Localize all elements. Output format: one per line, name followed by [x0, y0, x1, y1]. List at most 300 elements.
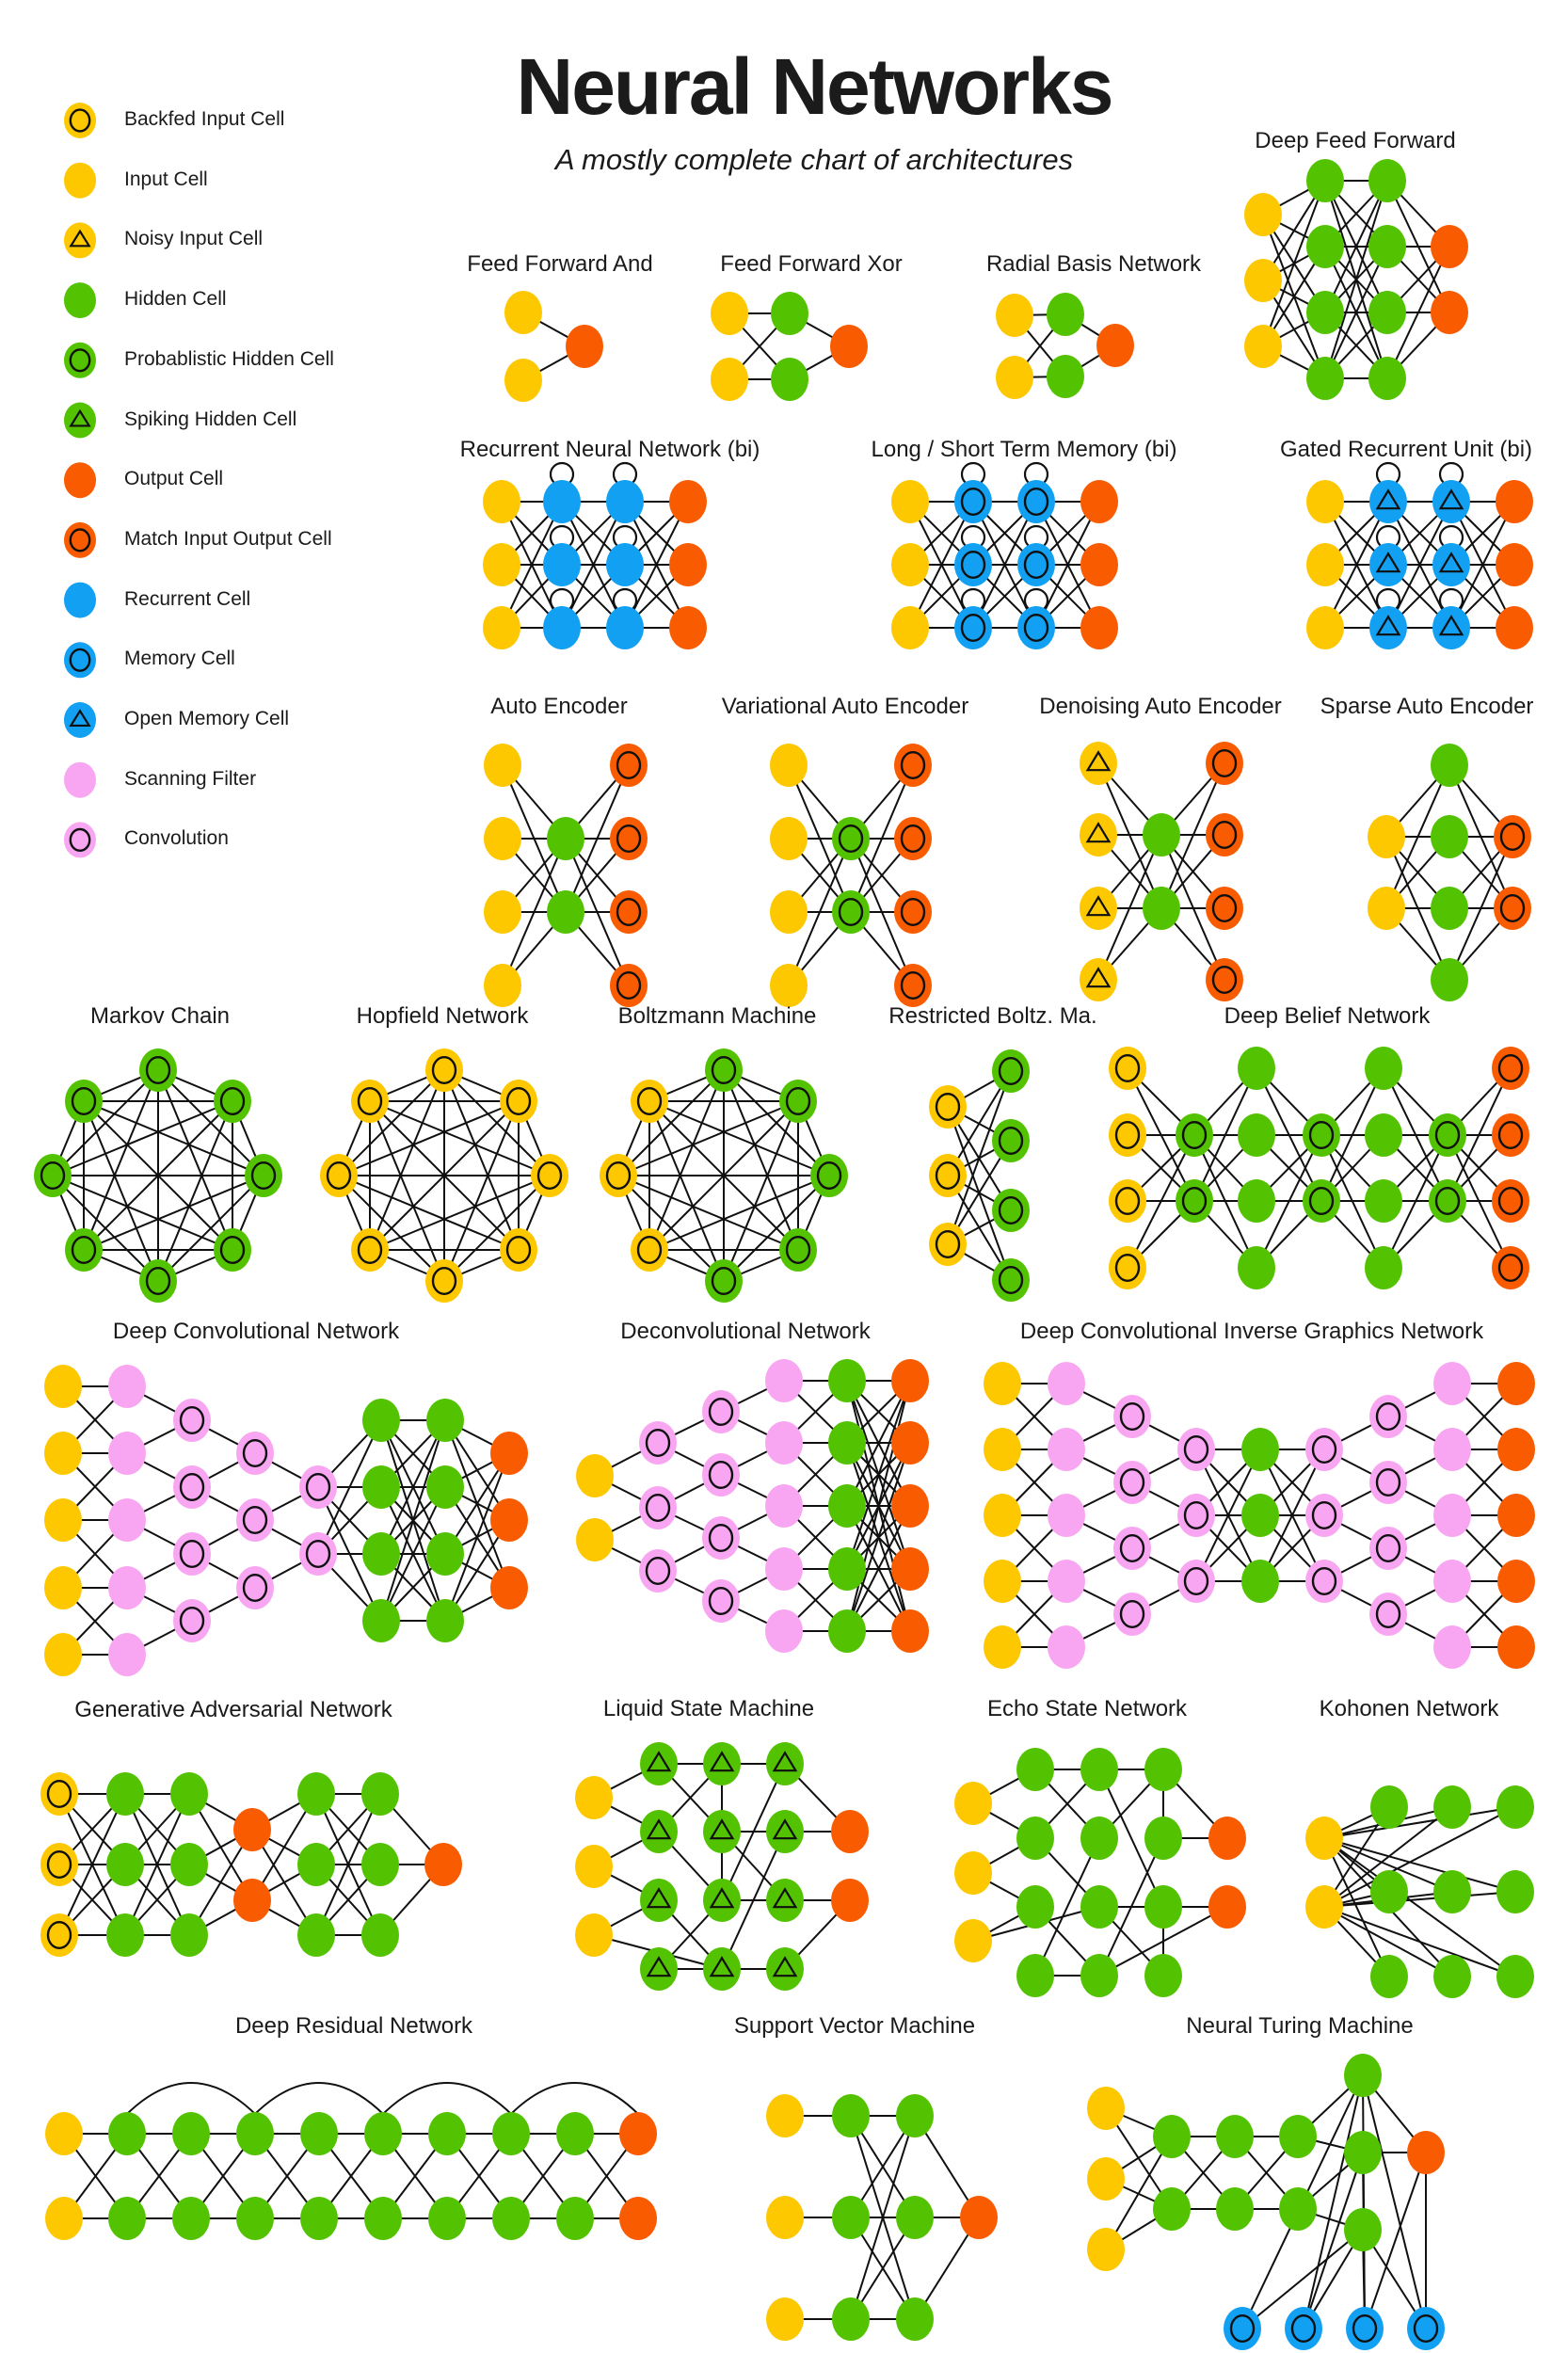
legend-icon-noisy_input — [64, 222, 96, 258]
diagram-gated-recurrent-unit — [1306, 463, 1533, 649]
auto-encoder-node-0 — [484, 744, 521, 787]
deep-belief-network-node-19 — [1492, 1113, 1529, 1157]
diagram-deep-belief-network — [1109, 1047, 1529, 1289]
variational-auto-encoder-node-3 — [770, 964, 808, 1007]
neural-turing-machine-node-15 — [1346, 2307, 1384, 2350]
kohonen-network-node-1 — [1305, 1885, 1343, 1929]
deep-residual-network-node-6 — [428, 2112, 466, 2155]
denoising-auto-encoder-node-2 — [1080, 887, 1117, 930]
deep-convolutional-network-node-16 — [236, 1566, 274, 1609]
deep-residual-network-node-2 — [172, 2112, 210, 2155]
liquid-state-machine-node-5 — [766, 1742, 804, 1785]
sparse-auto-encoder-node-3 — [1431, 815, 1468, 858]
generative-adversarial-network-node-14 — [361, 1772, 399, 1816]
diagram-title-neural-turing-machine: Neural Turing Machine — [1186, 2013, 1414, 2039]
denoising-auto-encoder-node-9 — [1206, 958, 1243, 1001]
auto-encoder-node-7 — [610, 817, 648, 860]
deep-convolutional-inverse-graphics-network-node-7 — [1048, 1494, 1085, 1537]
variational-auto-encoder-node-8 — [894, 890, 932, 934]
liquid-state-machine-node-16 — [831, 1879, 869, 1922]
deep-belief-network-node-18 — [1492, 1047, 1529, 1090]
support-vector-machine-node-2 — [766, 2297, 804, 2341]
diagram-title-markov-chain: Markov Chain — [89, 1003, 231, 1029]
diagram-title-sparse-auto-encoder: Sparse Auto Encoder — [1320, 694, 1534, 719]
echo-state-network-node-11 — [1144, 1885, 1182, 1929]
deep-belief-network-node-3 — [1109, 1246, 1146, 1289]
neural-turing-machine-node-5 — [1279, 2115, 1317, 2158]
boltzmann-machine-node-7 — [631, 1080, 668, 1123]
deep-convolutional-inverse-graphics-network-node-30 — [1433, 1560, 1471, 1603]
liquid-state-machine-node-3 — [640, 1742, 678, 1785]
diagram-feed-forward-and — [504, 291, 603, 402]
diagram-title-generative-adversarial-network: Generative Adversarial Network — [74, 1697, 392, 1722]
deep-residual-network-node-7 — [492, 2112, 530, 2155]
deep-convolutional-network-node-11 — [173, 1465, 211, 1509]
boltzmann-machine-node-1 — [779, 1080, 817, 1123]
feed-forward-xor-node-2 — [771, 292, 808, 335]
gated-recurrent-unit-node-7 — [1432, 543, 1470, 586]
liquid-state-machine-node-9 — [640, 1879, 678, 1922]
deconvolutional-network-node-10 — [765, 1421, 803, 1465]
variational-auto-encoder-node-2 — [770, 890, 808, 934]
neural-turing-machine-node-1 — [1087, 2157, 1125, 2201]
auto-encoder-node-1 — [484, 817, 521, 860]
generative-adversarial-network-node-1 — [40, 1843, 78, 1886]
deep-convolutional-network-node-12 — [173, 1532, 211, 1576]
diagram-title-boltzmann-machine: Boltzmann Machine — [617, 1003, 817, 1029]
deep-convolutional-inverse-graphics-network-node-17 — [1241, 1428, 1279, 1471]
deconvolutional-network-node-12 — [765, 1547, 803, 1591]
deep-convolutional-inverse-graphics-network-node-34 — [1497, 1494, 1535, 1537]
variational-auto-encoder-node-1 — [770, 817, 808, 860]
generative-adversarial-network-node-11 — [297, 1772, 335, 1816]
radial-basis-network-node-4 — [1096, 324, 1134, 367]
deep-convolutional-inverse-graphics-network-node-9 — [1048, 1625, 1085, 1669]
variational-auto-encoder-node-0 — [770, 744, 808, 787]
feed-forward-xor-node-0 — [711, 292, 748, 335]
kohonen-network-node-10 — [1496, 1955, 1534, 1998]
markov-chain-node-0 — [139, 1048, 177, 1092]
deep-residual-network-node-13 — [236, 2197, 274, 2240]
liquid-state-machine-node-8 — [766, 1810, 804, 1853]
deconvolutional-network-node-5 — [702, 1390, 740, 1433]
kohonen-network-node-8 — [1370, 1955, 1408, 1998]
legend-icon-input — [64, 163, 96, 199]
diagram-deconvolutional-network — [576, 1359, 929, 1653]
markov-chain-node-1 — [214, 1080, 251, 1123]
deep-convolutional-network-node-10 — [173, 1399, 211, 1442]
diagram-deep-convolutional-inverse-graphics-network — [984, 1362, 1535, 1669]
deep-feed-forward-node-10 — [1368, 357, 1406, 400]
diagram-feed-forward-xor — [711, 292, 868, 401]
deep-feed-forward-node-1 — [1244, 259, 1282, 302]
deep-convolutional-network-node-25 — [426, 1532, 464, 1576]
diagram-title-deep-feed-forward: Deep Feed Forward — [1255, 128, 1456, 153]
hopfield-network-node-5 — [351, 1228, 389, 1272]
deep-belief-network-node-9 — [1238, 1246, 1275, 1289]
deconvolutional-network-node-16 — [828, 1484, 866, 1528]
diagram-title-deep-convolutional-inverse-graphics-network: Deep Convolutional Inverse Graphics Network — [1019, 1319, 1484, 1344]
variational-auto-encoder-node-4 — [832, 817, 870, 860]
auto-encoder-node-9 — [610, 964, 648, 1007]
neural-turing-machine-node-8 — [1279, 2187, 1317, 2231]
deep-belief-network-node-0 — [1109, 1047, 1146, 1090]
deep-convolutional-inverse-graphics-network-node-5 — [1048, 1362, 1085, 1405]
legend-icon-spiking_hidden — [64, 403, 96, 439]
recurrent-neural-network-node-11 — [669, 606, 707, 649]
feed-forward-xor-node-3 — [771, 358, 808, 401]
legend-icon-output — [64, 462, 96, 498]
denoising-auto-encoder-node-8 — [1206, 887, 1243, 930]
deep-convolutional-network-node-7 — [108, 1498, 146, 1542]
support-vector-machine-node-1 — [766, 2196, 804, 2239]
deep-feed-forward-node-5 — [1306, 291, 1344, 334]
markov-chain-node-6 — [34, 1154, 72, 1197]
legend-icon-match_output — [64, 522, 96, 558]
deep-convolutional-network-node-0 — [44, 1365, 82, 1408]
sparse-auto-encoder-node-1 — [1368, 887, 1405, 930]
legend-label-match_output: Match Input Output Cell — [124, 527, 332, 550]
deep-convolutional-inverse-graphics-network-node-36 — [1497, 1625, 1535, 1669]
diagram-restricted-boltzmann-machine — [929, 1049, 1030, 1302]
variational-auto-encoder-node-5 — [832, 890, 870, 934]
diagram-sparse-auto-encoder — [1368, 744, 1531, 1001]
deep-convolutional-network-node-2 — [44, 1498, 82, 1542]
deep-convolutional-inverse-graphics-network-node-26 — [1369, 1593, 1407, 1636]
markov-chain-node-5 — [65, 1228, 103, 1272]
page-title: Neural Networks — [516, 42, 1112, 131]
hopfield-network-node-2 — [531, 1154, 568, 1197]
deep-convolutional-network-node-6 — [108, 1432, 146, 1475]
deep-residual-network-node-15 — [364, 2197, 402, 2240]
boltzmann-machine-node-5 — [631, 1228, 668, 1272]
generative-adversarial-network-node-9 — [233, 1808, 271, 1851]
neural-turing-machine-node-10 — [1344, 2131, 1382, 2174]
legend-label-filter: Scanning Filter — [124, 767, 257, 790]
deep-convolutional-inverse-graphics-network-node-31 — [1433, 1625, 1471, 1669]
generative-adversarial-network-node-6 — [170, 1772, 208, 1816]
restricted-boltzmann-machine-node-0 — [929, 1085, 967, 1128]
deep-residual-network-node-3 — [236, 2112, 274, 2155]
deep-convolutional-network-node-22 — [362, 1599, 400, 1642]
hopfield-network-node-1 — [500, 1080, 537, 1123]
neural-turing-machine-node-7 — [1216, 2187, 1254, 2231]
sparse-auto-encoder-node-4 — [1431, 887, 1468, 930]
recurrent-neural-network-node-0 — [483, 480, 520, 523]
deep-residual-network-node-1 — [108, 2112, 146, 2155]
echo-state-network-node-6 — [1016, 1817, 1054, 1860]
hopfield-network-node-7 — [351, 1080, 389, 1123]
legend-icon-open_memory — [64, 702, 96, 738]
liquid-state-machine-node-15 — [831, 1810, 869, 1853]
deep-convolutional-network-node-24 — [426, 1465, 464, 1509]
diagram-deep-convolutional-network — [44, 1365, 528, 1676]
deep-convolutional-network-node-19 — [362, 1399, 400, 1442]
long-short-term-memory-node-5 — [954, 606, 992, 649]
denoising-auto-encoder-node-1 — [1080, 813, 1117, 856]
echo-state-network-node-16 — [1208, 1885, 1246, 1929]
kohonen-network-node-2 — [1370, 1785, 1408, 1829]
deep-belief-network-node-14 — [1365, 1179, 1402, 1223]
diagram-title-recurrent-neural-network: Recurrent Neural Network (bi) — [459, 437, 760, 462]
deep-convolutional-network-node-8 — [108, 1566, 146, 1609]
hopfield-network-node-3 — [500, 1228, 537, 1272]
recurrent-neural-network-node-6 — [606, 480, 644, 523]
deep-convolutional-inverse-graphics-network-node-8 — [1048, 1560, 1085, 1603]
deep-convolutional-inverse-graphics-network-node-20 — [1305, 1428, 1343, 1471]
feed-forward-xor-node-1 — [711, 358, 748, 401]
diagram-markov-chain — [34, 1048, 282, 1303]
diagram-neural-turing-machine — [1087, 2054, 1445, 2350]
deep-belief-network-node-11 — [1303, 1179, 1340, 1223]
generative-adversarial-network-node-3 — [106, 1772, 144, 1816]
feed-forward-and-node-2 — [566, 325, 603, 368]
legend-label-convolution: Convolution — [124, 827, 229, 850]
restricted-boltzmann-machine-node-5 — [992, 1189, 1030, 1232]
echo-state-network-node-12 — [1016, 1954, 1054, 1997]
echo-state-network-node-5 — [1144, 1748, 1182, 1791]
long-short-term-memory-node-9 — [1080, 480, 1118, 523]
deep-convolutional-inverse-graphics-network-node-16 — [1177, 1560, 1215, 1603]
deep-feed-forward-node-4 — [1306, 225, 1344, 268]
gated-recurrent-unit-node-5 — [1369, 606, 1407, 649]
deep-belief-network-node-6 — [1238, 1047, 1275, 1090]
deep-convolutional-network-node-3 — [44, 1566, 82, 1609]
neural-turing-machine-node-6 — [1153, 2187, 1191, 2231]
deep-convolutional-network-node-23 — [426, 1399, 464, 1442]
hopfield-network-node-6 — [320, 1154, 358, 1197]
deep-belief-network-node-21 — [1492, 1246, 1529, 1289]
deep-residual-network-node-14 — [300, 2197, 338, 2240]
echo-state-network-node-3 — [1016, 1748, 1054, 1791]
diagram-deep-feed-forward — [1244, 159, 1468, 400]
neural-turing-machine-node-11 — [1344, 2208, 1382, 2251]
deconvolutional-network-node-22 — [891, 1547, 929, 1591]
diagram-title-deconvolutional-network: Deconvolutional Network — [620, 1319, 871, 1344]
deconvolutional-network-node-15 — [828, 1421, 866, 1465]
legend-icon-hidden — [64, 282, 96, 318]
support-vector-machine-node-4 — [832, 2196, 870, 2239]
deep-feed-forward-node-2 — [1244, 325, 1282, 368]
denoising-auto-encoder-node-6 — [1206, 742, 1243, 785]
diagram-title-support-vector-machine: Support Vector Machine — [733, 2013, 976, 2039]
recurrent-neural-network-node-4 — [543, 543, 581, 586]
deep-convolutional-inverse-graphics-network-node-21 — [1305, 1494, 1343, 1537]
deep-convolutional-inverse-graphics-network-node-1 — [984, 1428, 1021, 1471]
sparse-auto-encoder-node-5 — [1431, 958, 1468, 1001]
gated-recurrent-unit-node-3 — [1369, 480, 1407, 523]
radial-basis-network-node-2 — [1047, 293, 1084, 336]
long-short-term-memory-node-2 — [891, 606, 929, 649]
legend-label-spiking_hidden: Spiking Hidden Cell — [124, 408, 297, 430]
diagram-title-kohonen-network: Kohonen Network — [1319, 1696, 1499, 1721]
gated-recurrent-unit-node-2 — [1306, 606, 1344, 649]
gated-recurrent-unit-node-6 — [1432, 480, 1470, 523]
deep-convolutional-inverse-graphics-network-node-3 — [984, 1560, 1021, 1603]
gated-recurrent-unit-node-4 — [1369, 543, 1407, 586]
deconvolutional-network-node-3 — [639, 1486, 677, 1529]
auto-encoder-node-8 — [610, 890, 648, 934]
legend-label-output: Output Cell — [124, 468, 224, 490]
deep-convolutional-network-node-17 — [299, 1465, 337, 1509]
long-short-term-memory-node-10 — [1080, 543, 1118, 586]
diagram-denoising-auto-encoder — [1080, 742, 1243, 1001]
deep-convolutional-inverse-graphics-network-node-32 — [1497, 1362, 1535, 1405]
recurrent-neural-network-node-8 — [606, 606, 644, 649]
markov-chain-node-4 — [139, 1259, 177, 1303]
support-vector-machine-node-3 — [832, 2094, 870, 2137]
generative-adversarial-network-node-4 — [106, 1843, 144, 1886]
diagram-long-short-term-memory — [891, 463, 1118, 649]
diagram-recurrent-neural-network — [483, 463, 707, 649]
neural-turing-machine-node-9 — [1344, 2054, 1382, 2097]
radial-basis-network-node-3 — [1047, 355, 1084, 398]
legend-icon-filter — [64, 762, 96, 798]
neural-turing-machine-node-13 — [1224, 2307, 1261, 2350]
support-vector-machine-node-6 — [896, 2094, 934, 2137]
long-short-term-memory-node-3 — [954, 480, 992, 523]
diagram-hopfield-network — [320, 1048, 568, 1303]
deep-belief-network-node-13 — [1365, 1113, 1402, 1157]
gated-recurrent-unit-node-10 — [1496, 543, 1533, 586]
generative-adversarial-network-node-12 — [297, 1843, 335, 1886]
echo-state-network-node-9 — [1016, 1885, 1054, 1929]
deep-convolutional-network-node-14 — [236, 1432, 274, 1475]
kohonen-network-node-4 — [1496, 1785, 1534, 1829]
neural-turing-machine-node-4 — [1216, 2115, 1254, 2158]
gated-recurrent-unit-node-11 — [1496, 606, 1533, 649]
deep-belief-network-node-16 — [1429, 1113, 1466, 1157]
denoising-auto-encoder-node-0 — [1080, 742, 1117, 785]
generative-adversarial-network-node-0 — [40, 1772, 78, 1816]
generative-adversarial-network-node-7 — [170, 1843, 208, 1886]
echo-state-network-node-4 — [1080, 1748, 1118, 1791]
neural-turing-machine-node-3 — [1153, 2115, 1191, 2158]
diagram-title-feed-forward-xor: Feed Forward Xor — [720, 251, 903, 277]
kohonen-network-node-6 — [1433, 1870, 1471, 1913]
deep-convolutional-network-node-20 — [362, 1465, 400, 1509]
long-short-term-memory-node-8 — [1017, 606, 1055, 649]
deconvolutional-network-node-14 — [828, 1359, 866, 1402]
hopfield-network-node-4 — [425, 1259, 463, 1303]
liquid-state-machine-node-0 — [575, 1776, 613, 1819]
deep-convolutional-inverse-graphics-network-node-11 — [1113, 1461, 1151, 1504]
deep-convolutional-inverse-graphics-network-node-28 — [1433, 1428, 1471, 1471]
hopfield-network-node-0 — [425, 1048, 463, 1092]
kohonen-network-node-5 — [1370, 1870, 1408, 1913]
deep-convolutional-network-node-13 — [173, 1599, 211, 1642]
deconvolutional-network-node-4 — [639, 1549, 677, 1593]
deep-convolutional-inverse-graphics-network-node-29 — [1433, 1494, 1471, 1537]
gated-recurrent-unit-node-1 — [1306, 543, 1344, 586]
variational-auto-encoder-node-6 — [894, 744, 932, 787]
deep-feed-forward-node-8 — [1368, 225, 1406, 268]
legend-icon-recurrent — [64, 583, 96, 618]
generative-adversarial-network-node-15 — [361, 1843, 399, 1886]
deconvolutional-network-node-17 — [828, 1547, 866, 1591]
support-vector-machine-node-9 — [960, 2196, 998, 2239]
deep-residual-network-node-8 — [556, 2112, 594, 2155]
legend-label-noisy_input: Noisy Input Cell — [124, 228, 264, 250]
neural-turing-machine-node-12 — [1407, 2131, 1445, 2174]
deep-residual-network-node-18 — [556, 2197, 594, 2240]
generative-adversarial-network-node-5 — [106, 1913, 144, 1957]
diagram-support-vector-machine — [766, 2094, 998, 2341]
denoising-auto-encoder-node-5 — [1143, 887, 1180, 930]
recurrent-neural-network-node-3 — [543, 480, 581, 523]
neural-turing-machine-node-14 — [1285, 2307, 1322, 2350]
echo-state-network-node-0 — [954, 1782, 992, 1825]
deep-feed-forward-node-9 — [1368, 291, 1406, 334]
legend-icon-backfed_input — [64, 103, 96, 138]
gated-recurrent-unit-node-0 — [1306, 480, 1344, 523]
deep-residual-network-node-11 — [108, 2197, 146, 2240]
legend-label-prob_hidden: Probablistic Hidden Cell — [124, 347, 334, 370]
radial-basis-network-node-1 — [996, 356, 1033, 399]
support-vector-machine-node-7 — [896, 2196, 934, 2239]
deconvolutional-network-node-23 — [891, 1609, 929, 1653]
recurrent-neural-network-node-2 — [483, 606, 520, 649]
deep-belief-network-node-15 — [1365, 1246, 1402, 1289]
deconvolutional-network-node-0 — [576, 1454, 614, 1497]
sparse-auto-encoder-node-2 — [1431, 744, 1468, 787]
neural-turing-machine-node-16 — [1407, 2307, 1445, 2350]
deep-residual-network-node-9 — [619, 2112, 657, 2155]
long-short-term-memory-node-0 — [891, 480, 929, 523]
deconvolutional-network-node-7 — [702, 1516, 740, 1560]
deep-residual-network-node-16 — [428, 2197, 466, 2240]
deep-feed-forward-node-0 — [1244, 193, 1282, 236]
boltzmann-machine-node-4 — [705, 1259, 743, 1303]
legend-label-backfed_input: Backfed Input Cell — [124, 108, 285, 130]
auto-encoder-node-3 — [484, 964, 521, 1007]
deep-belief-network-node-17 — [1429, 1179, 1466, 1223]
legend-icon-convolution — [64, 822, 96, 857]
echo-state-network-node-2 — [954, 1919, 992, 1962]
deep-belief-network-node-20 — [1492, 1179, 1529, 1223]
variational-auto-encoder-node-7 — [894, 817, 932, 860]
deep-convolutional-inverse-graphics-network-node-35 — [1497, 1560, 1535, 1603]
sparse-auto-encoder-node-6 — [1494, 815, 1531, 858]
legend-icon-memory — [64, 642, 96, 678]
kohonen-network-node-7 — [1496, 1870, 1534, 1913]
diagram-deep-residual-network — [45, 2083, 657, 2240]
restricted-boltzmann-machine-node-4 — [992, 1119, 1030, 1162]
markov-chain-node-7 — [65, 1080, 103, 1123]
deep-convolutional-network-node-1 — [44, 1432, 82, 1475]
deep-convolutional-inverse-graphics-network-node-4 — [984, 1625, 1021, 1669]
auto-encoder-node-4 — [547, 817, 584, 860]
boltzmann-machine-node-0 — [705, 1048, 743, 1092]
diagram-variational-auto-encoder — [770, 744, 932, 1007]
generative-adversarial-network-node-13 — [297, 1913, 335, 1957]
deconvolutional-network-node-2 — [639, 1421, 677, 1465]
deep-convolutional-inverse-graphics-network-node-18 — [1241, 1494, 1279, 1537]
markov-chain-node-3 — [214, 1228, 251, 1272]
diagram-title-deep-residual-network: Deep Residual Network — [234, 2013, 473, 2039]
legend — [64, 103, 96, 857]
diagram-title-radial-basis-network: Radial Basis Network — [985, 251, 1202, 277]
restricted-boltzmann-machine-node-6 — [992, 1258, 1030, 1302]
feed-forward-xor-node-4 — [830, 325, 868, 368]
deep-convolutional-inverse-graphics-network-node-27 — [1433, 1362, 1471, 1405]
deep-residual-network-node-19 — [619, 2197, 657, 2240]
diagram-liquid-state-machine — [575, 1742, 869, 1991]
kohonen-network-node-3 — [1433, 1785, 1471, 1829]
legend-label-recurrent: Recurrent Cell — [124, 587, 251, 610]
diagram-title-deep-convolutional-network: Deep Convolutional Network — [112, 1319, 400, 1344]
generative-adversarial-network-node-2 — [40, 1913, 78, 1957]
